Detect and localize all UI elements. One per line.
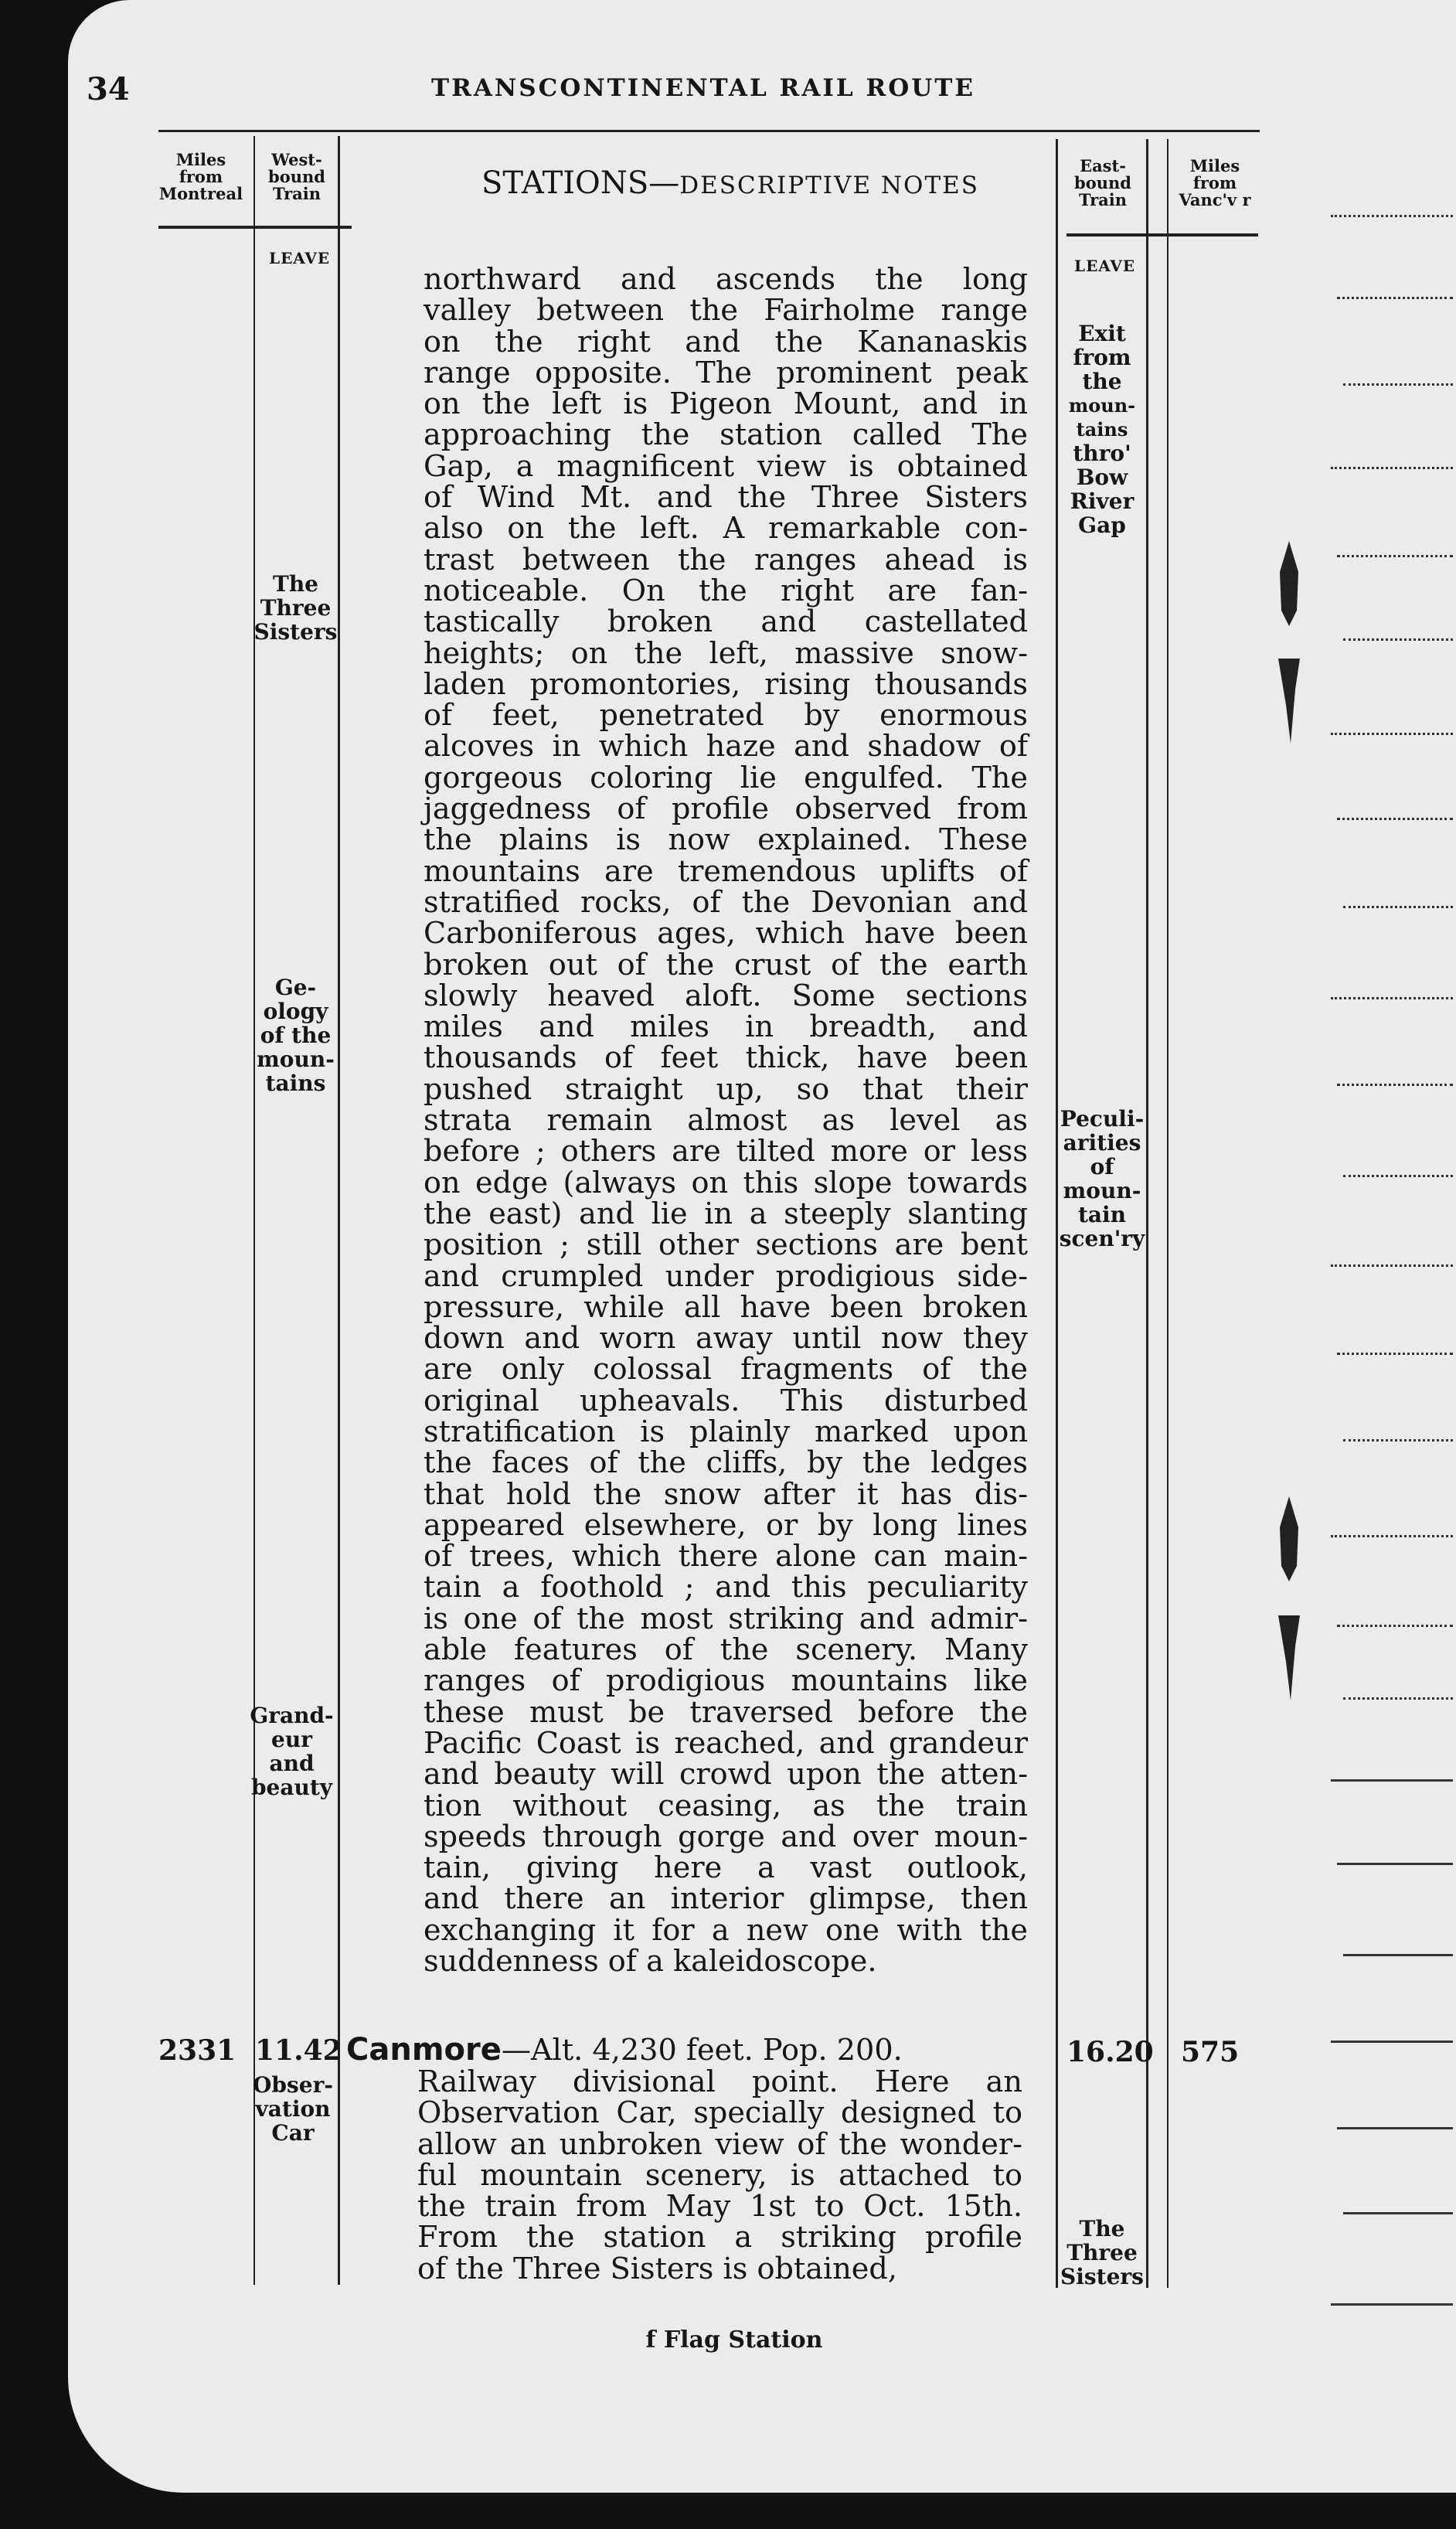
thumb-index-mark (1275, 659, 1303, 747)
text-line: down and worn away until now they (424, 1322, 1028, 1356)
facing-page-line (1331, 1535, 1453, 1537)
westbound-time-value: 11.42 (255, 2034, 342, 2067)
entry-text-line: Observation Car, specially designed to (417, 2096, 1022, 2131)
miles-from-vancouver-value: 575 (1181, 2036, 1240, 2068)
text-line: and crumpled under prodigious side- (424, 1259, 1028, 1294)
text-line: stratification is plainly marked upon (424, 1414, 1028, 1449)
header-miles-from-montreal: Miles from Montreal (158, 150, 243, 203)
facing-page-line (1343, 1954, 1453, 1956)
page-number: 34 (87, 71, 130, 107)
facing-page-line (1331, 2041, 1453, 2043)
header-rule-left (158, 226, 352, 229)
station-name: Canmore (346, 2032, 502, 2068)
entry-text-line: the train from May 1st to Oct. 15th. (417, 2190, 1022, 2224)
text-line: is one of the most striking and admir- (424, 1601, 1028, 1636)
text-line: slowly heaved aloft. Some sections (424, 979, 1028, 1013)
station-entry-first-line (346, 2034, 1022, 2066)
station-details: —Alt. 4,230 feet. Pop. 200. (501, 2034, 903, 2068)
margin-note-observation-car: Obser- vation Car (253, 2072, 333, 2146)
facing-page-line (1343, 383, 1453, 386)
text-line: the faces of the cliffs, by the ledges (424, 1446, 1028, 1481)
column-divider-5 (1167, 139, 1169, 2288)
header-westbound-train: West- bound Train (268, 150, 325, 203)
facing-page-line (1337, 1625, 1453, 1627)
top-rule (158, 130, 1260, 132)
facing-page-line (1343, 906, 1453, 908)
facing-page-line (1331, 1264, 1453, 1267)
facing-page-line (1337, 1863, 1453, 1865)
entry-text-line: allow an unbroken view of the wonder- (417, 2127, 1022, 2162)
text-line: position ; still other sections are bent (424, 1228, 1028, 1263)
text-line: tion without ceasing, as the train (424, 1789, 1028, 1823)
text-line: also on the left. A remarkable con- (424, 512, 1028, 546)
text-line: noticeable. On the right are fan- (424, 574, 1028, 608)
text-line: ranges of prodigious mountains like (424, 1664, 1028, 1699)
margin-note-grandeur: Grand- eur and beauty (250, 1703, 334, 1800)
text-line: range opposite. The prominent peak (424, 356, 1028, 390)
footer-flag-station: f Flag Station (645, 2326, 823, 2354)
text-line: alcoves in which haze and shadow of (424, 730, 1028, 764)
text-line: exchanging it for a new one with the (424, 1913, 1028, 1948)
text-line: tain a foothold ; and this peculiarity (424, 1571, 1028, 1605)
facing-page-line (1337, 1084, 1453, 1086)
text-line: approaching the station called The (424, 418, 1028, 453)
text-line: thousands of feet thick, have been (424, 1041, 1028, 1076)
entry-text-line: ful mountain scenery, is attached to (417, 2158, 1022, 2193)
text-line: pushed straight up, so that their (424, 1072, 1028, 1107)
facing-page-line (1331, 733, 1453, 735)
running-head: TRANSCONTINENTAL RAIL ROUTE (431, 74, 975, 102)
facing-page-line (1331, 2303, 1453, 2306)
entry-text-line: Railway divisional point. Here an (417, 2065, 1022, 2099)
text-line: tastically broken and castellated (424, 605, 1028, 640)
text-line: speeds through gorge and over moun- (424, 1819, 1028, 1854)
header-miles-from-vancouver: Miles from Vanc'v r (1179, 156, 1251, 209)
eastbound-time-value: 16.20 (1066, 2036, 1154, 2068)
facing-page-line (1337, 1353, 1453, 1355)
facing-page-line (1337, 818, 1453, 820)
text-line: of trees, which there alone can main- (424, 1540, 1028, 1574)
header-rule-right (1066, 233, 1258, 237)
text-line: broken out of the crust of the earth (424, 948, 1028, 982)
text-line: of feet, penetrated by enormous (424, 699, 1028, 734)
facing-page-line (1343, 1175, 1453, 1177)
thumb-index-mark (1275, 541, 1303, 629)
scan-edge (0, 2493, 1456, 2529)
facing-page-line (1331, 215, 1453, 217)
text-line: valley between the Fairholme range (424, 294, 1028, 328)
text-line: appeared elsewhere, or by long lines (424, 1508, 1028, 1543)
margin-note-geology: Ge- ology of the moun- tains (257, 975, 335, 1096)
text-line: tain, giving here a vast outlook, (424, 1851, 1028, 1886)
thumb-index-mark (1275, 1615, 1303, 1704)
text-line: these must be traversed before the (424, 1695, 1028, 1730)
miles-from-montreal-value: 2331 (158, 2034, 236, 2067)
text-line: suddenness of a kaleidoscope. (424, 1945, 877, 1979)
entry-text-line: From the station a striking profile (417, 2221, 1022, 2255)
text-line: pressure, while all have been broken (424, 1290, 1028, 1325)
text-line: laden promontories, rising thousands (424, 667, 1028, 702)
facing-page-line (1337, 297, 1453, 299)
text-line: on the left is Pigeon Mount, and in (424, 387, 1028, 422)
header-eastbound-train: East- bound Train (1074, 156, 1131, 209)
margin-note-peculiarities: Peculi- arities of moun- tain scen'ry (1059, 1106, 1145, 1251)
column-divider-2 (338, 136, 340, 2285)
facing-page-line (1343, 638, 1453, 641)
text-line: are only colossal fragments of the (424, 1353, 1028, 1387)
text-line: on edge (always on this slope towards (424, 1166, 1028, 1200)
facing-page-line (1337, 555, 1453, 557)
facing-page-line (1343, 2212, 1453, 2214)
entry-text-line: of the Three Sisters is obtained, (417, 2252, 897, 2286)
text-line: miles and miles in breadth, and (424, 1010, 1028, 1045)
station-entry-body (417, 2067, 1022, 2285)
text-line: able features of the scenery. Many (424, 1633, 1028, 1668)
text-line: stratified rocks, of the Devonian and (424, 885, 1028, 920)
leave-eastbound: LEAVE (1074, 257, 1136, 275)
text-line: Pacific Coast is reached, and grandeur (424, 1726, 1028, 1761)
margin-note-three-sisters-right: The Three Sisters (1060, 2216, 1144, 2289)
text-line: on the right and the Kananaskis (424, 325, 1028, 359)
facing-page-line (1331, 997, 1453, 999)
text-line: Carboniferous ages, which have been (424, 917, 1028, 951)
text-line: and there an interior glimpse, then (424, 1882, 1028, 1917)
text-line: heights; on the left, massive snow- (424, 636, 1028, 671)
facing-page-line (1331, 467, 1453, 469)
margin-note-exit-mountains: Exit from the moun- tains thro' Bow River Gap (1068, 321, 1136, 538)
text-line: the east) and lie in a steeply slanting (424, 1196, 1028, 1231)
text-line: before ; others are tilted more or less (424, 1135, 1028, 1169)
column-divider-1 (253, 136, 255, 2285)
facing-page-line (1343, 1697, 1453, 1700)
text-line: that hold the snow after it has dis- (424, 1477, 1028, 1512)
leave-westbound: LEAVE (269, 249, 331, 267)
facing-page-line (1331, 1779, 1453, 1782)
text-line: gorgeous coloring lie engulfed. The (424, 761, 1028, 795)
text-line: original upheavals. This disturbed (424, 1384, 1028, 1418)
text-line: trast between the ranges ahead is (424, 543, 1028, 577)
text-line: northward and ascends the long (424, 263, 1028, 297)
header-stations-descriptive-notes: STATIONS—DESCRIPTIVE NOTES (481, 165, 980, 201)
text-line: of Wind Mt. and the Three Sisters (424, 481, 1028, 516)
margin-note-three-sisters: The Three Sisters (253, 571, 338, 645)
facing-page-line (1337, 2127, 1453, 2129)
thumb-index-mark (1275, 1496, 1303, 1584)
text-line: mountains are tremendous uplifts of (424, 854, 1028, 889)
descriptive-notes-body (424, 264, 1028, 1977)
facing-page-line (1343, 1439, 1453, 1441)
text-line: strata remain almost as level as (424, 1104, 1028, 1139)
text-line: jaggedness of profile observed from (424, 792, 1028, 827)
text-line: and beauty will crowd upon the atten- (424, 1758, 1028, 1792)
text-line: Gap, a magnificent view is obtained (424, 449, 1028, 484)
text-line: the plains is now explained. These (424, 823, 1028, 858)
